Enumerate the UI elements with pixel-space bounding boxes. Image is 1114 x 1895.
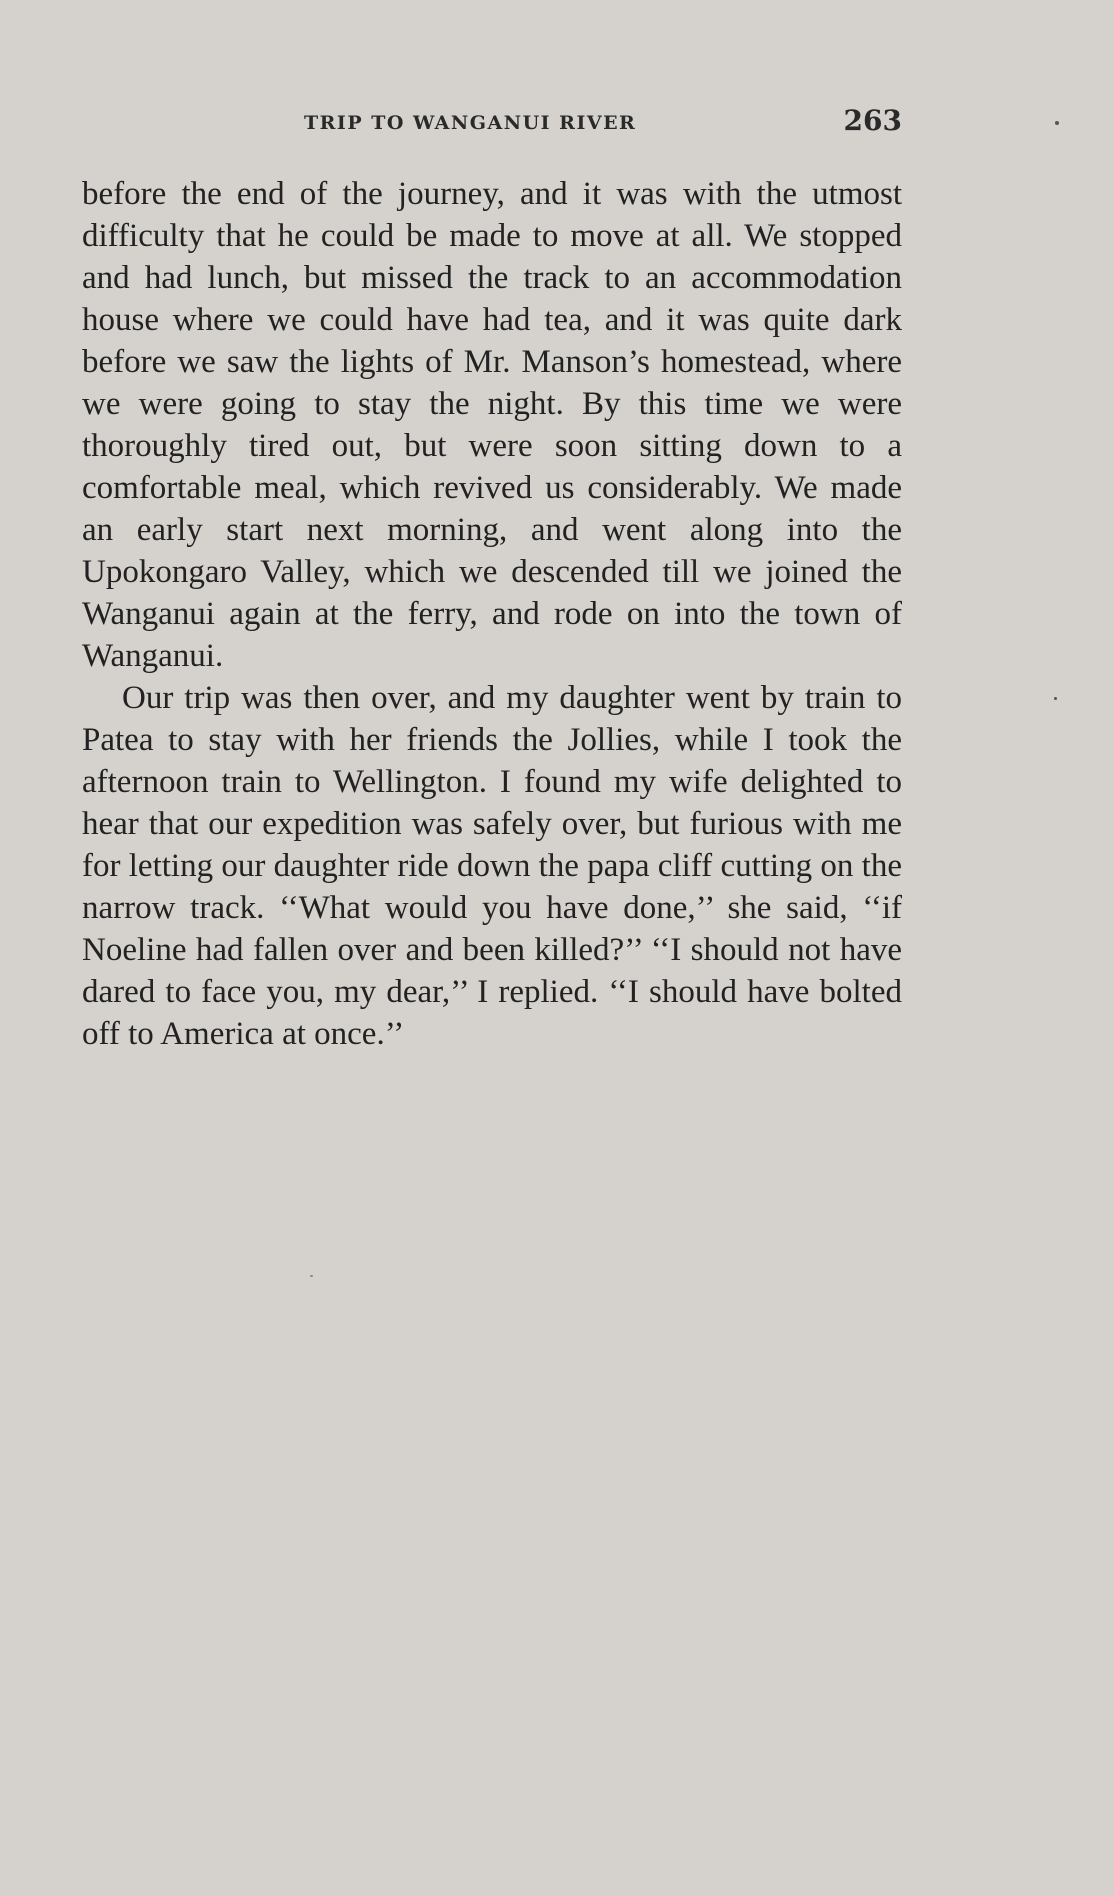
body-text — [82, 173, 902, 1055]
page-number: 263 — [843, 104, 902, 137]
running-head — [82, 104, 902, 144]
paper-speck — [1054, 697, 1057, 700]
paragraph-continued: before the end of the journey, and it was with the utmost difficulty that he could be made to move at all. We stopped and had lunch, but missed the track to an accommodation house where we could have had tea, and it was quite dark before we saw the lights of Mr. Manson’s homestead, where we were going to stay the night. By this time we were thoroughly tired out, but were soon sitting down to a comfortable meal, which revived us considerably. We made an early start next morning, and went along into the Upokongaro Valley, which we descended till we joined the Wanganui again at the ferry, and rode on into the town of Wanganui. — [82, 176, 902, 674]
paragraph-trip-over: Our trip was then over, and my daughter went by train to Patea to stay with her friends the Jollies, while I took the afternoon train to Wellington. I found my wife delighted to hear that our expedition was safely over, but furious with me for letting our daughter ride down the papa cliff cutting on the narrow track. ‘‘What would you have done,’’ she said, ‘‘if Noeline had fallen over and been killed?’’ ‘‘I should not have dared to face you, my dear,’’ I replied. ‘‘I should have bolted off to America at once.’’ — [82, 680, 902, 1052]
paper-speck — [1055, 121, 1059, 125]
running-title: TRIP TO WANGANUI RIVER — [304, 112, 637, 134]
paper-speck — [310, 1275, 313, 1277]
